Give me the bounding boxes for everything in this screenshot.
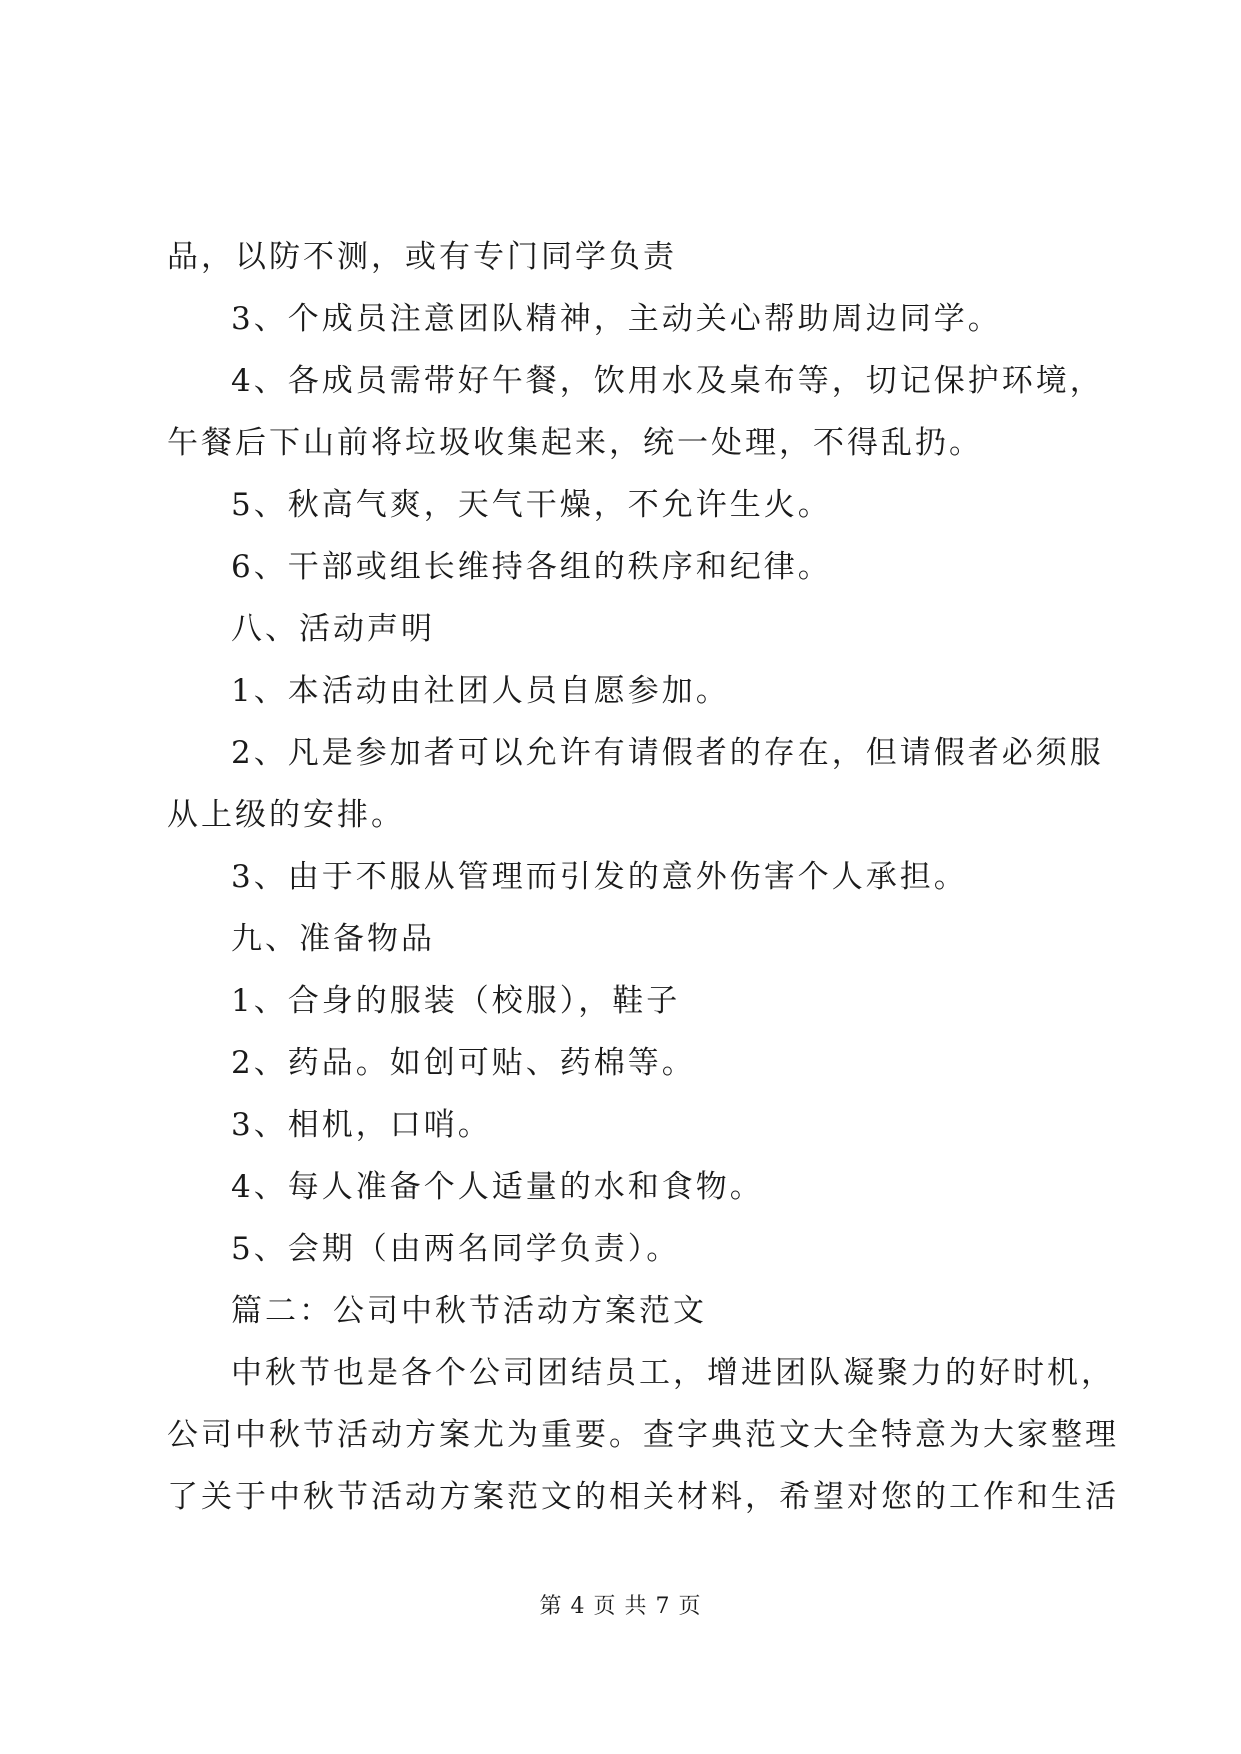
document-body [167, 226, 1119, 1528]
body-line: 3、相机，口哨。 [231, 1107, 492, 1143]
body-line: 午餐后下山前将垃圾收集起来，统一处理，不得乱扔。 [167, 425, 983, 461]
page-number-footer: 第 4 页 共 7 页 [539, 1594, 702, 1619]
body-line: 2、药品。如创可贴、药棉等。 [231, 1045, 696, 1081]
section-heading: 九、准备物品 [231, 921, 435, 957]
body-line: 1、本活动由社团人员自愿参加。 [231, 673, 730, 709]
body-line: 2、凡是参加者可以允许有请假者的存在，但请假者必须服 [231, 735, 1104, 771]
body-line: 公司中秋节活动方案尤为重要。查字典范文大全特意为大家整理 [167, 1417, 1119, 1453]
body-line: 6、干部或组长维持各组的秩序和纪律。 [231, 549, 832, 585]
body-line: 3、个成员注意团队精神，主动关心帮助周边同学。 [231, 301, 1002, 337]
body-line: 品，以防不测，或有专门同学负责 [167, 239, 677, 275]
body-line: 1、合身的服装（校服），鞋子 [231, 983, 681, 1019]
section-heading: 八、活动声明 [231, 611, 435, 647]
body-line: 3、由于不服从管理而引发的意外伤害个人承担。 [231, 859, 968, 895]
body-line: 4、各成员需带好午餐，饮用水及桌布等，切记保护环境， [231, 363, 1104, 399]
body-line: 了关于中秋节活动方案范文的相关材料，希望对您的工作和生活 [167, 1479, 1119, 1515]
body-line: 4、每人准备个人适量的水和食物。 [231, 1169, 764, 1205]
chapter-title: 篇二：公司中秋节活动方案范文 [231, 1293, 707, 1329]
body-line: 中秋节也是各个公司团结员工，增进团队凝聚力的好时机， [231, 1355, 1115, 1391]
body-line: 5、会期（由两名同学负责）。 [231, 1231, 681, 1267]
body-line: 5、秋高气爽，天气干燥，不允许生火。 [231, 487, 832, 523]
body-line: 从上级的安排。 [167, 797, 405, 833]
